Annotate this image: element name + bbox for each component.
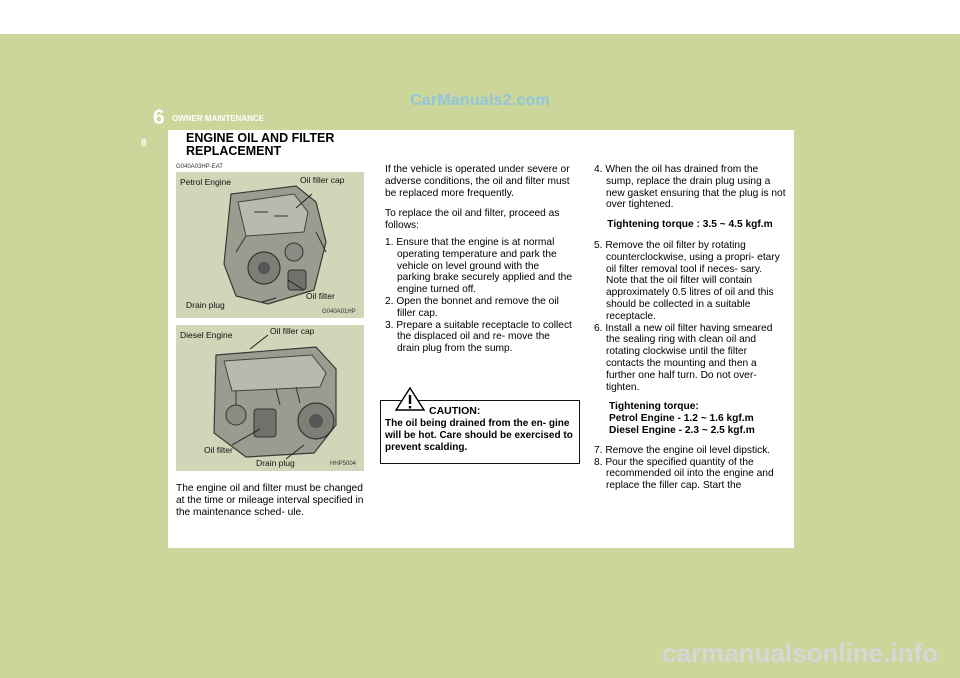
- watermark-bottom[interactable]: carmanualsonline.info: [662, 638, 938, 668]
- col3-step4: 4. When the oil has drained from the sump, replace the drain plug using a new gasket ensuring that the plug is not over tightened.: [594, 164, 786, 211]
- col2-step3: 3. Prepare a suitable receptacle to collect the displaced oil and re- move the drain plug from the sump.: [385, 319, 572, 355]
- diesel-figure-code: HHP5004: [330, 461, 357, 467]
- col2-step1: 1. Ensure that the engine is at normal operating temperature and park the vehicle on level ground with the parking brake securely applied and the engine turned off.: [385, 236, 572, 296]
- col3-torque2-title: Tightening torque:: [609, 401, 699, 413]
- section-title-line2: REPLACEMENT: [186, 144, 282, 158]
- col3-torque2-diesel: Diesel Engine - 2.3 ~ 2.5 kgf.m: [609, 424, 755, 436]
- chapter-number: 6: [153, 106, 165, 129]
- caution-text: The oil being drained from the en- gine will be hot. Care should be exercised to prevent scalding.: [385, 418, 573, 453]
- col2-lead: To replace the oil and filter, proceed as follows:: [385, 208, 560, 232]
- col2-step2: 2. Open the bonnet and remove the oil filler cap.: [385, 295, 559, 319]
- section-code: G040A03HP-EAT: [176, 164, 223, 170]
- section-title: [186, 132, 334, 158]
- diesel-engine-heading: Diesel Engine: [180, 330, 233, 340]
- column3-text: [594, 164, 786, 492]
- section-title-line1: ENGINE OIL AND FILTER: [186, 131, 335, 145]
- col3-step7: 7. Remove the engine oil level dipstick.: [594, 444, 771, 456]
- col2-intro: If the vehicle is operated under severe or adverse conditions, the oil and filter must be replaced more frequently.: [385, 164, 570, 199]
- column1-paragraph: The engine oil and filter must be changed at the time or mileage interval specified in the maintenance sched- ule.: [176, 483, 364, 518]
- petrol-drain-plug-label: Drain plug: [186, 300, 225, 310]
- col3-torque2-petrol: Petrol Engine - 1.2 ~ 1.6 kgf.m: [609, 413, 754, 425]
- petrol-oil-filter-label: Oil filter: [306, 291, 335, 301]
- caution-title: CAUTION:: [429, 405, 481, 417]
- col3-step5: 5. Remove the oil filter by rotating counterclockwise, using a propri- etary oil filter removal tool if neces- sary. Note that the oil filter will contain approximately 0.5 litres of oil and this should be collected in a suitable receptacle.: [594, 239, 780, 322]
- diesel-oil-filter-label: Oil filter: [204, 445, 233, 455]
- chapter-title: OWNER MAINTENANCE: [172, 114, 264, 123]
- watermark-top[interactable]: CarManuals2.com: [410, 92, 550, 109]
- col3-torque2: [594, 401, 786, 436]
- warning-icon: [395, 387, 425, 411]
- column2-text: [385, 164, 575, 355]
- caution-box: [380, 400, 580, 464]
- petrol-oil-filler-cap-label: Oil filler cap: [300, 175, 345, 185]
- top-margin: [0, 0, 960, 34]
- petrol-engine-heading: Petrol Engine: [180, 177, 232, 187]
- column1-text: [176, 483, 364, 518]
- col3-torque1: Tightening torque : 3.5 ~ 4.5 kgf.m: [607, 219, 773, 231]
- figure-diesel-engine: [176, 325, 364, 471]
- col3-step8: 8. Pour the specified quantity of the recommended oil into the engine and replace the filler cap. Start the: [594, 456, 774, 492]
- page-number: 8: [141, 138, 147, 149]
- petrol-engine-illustration: [176, 172, 364, 318]
- diesel-oil-filler-cap-label: Oil filler cap: [270, 326, 315, 336]
- col3-step6: 6. Install a new oil filter having smeared the sealing ring with clean oil and rotating clockwise until the filter contacts the mounting and then a further one half turn. Do not over-tighten.: [594, 322, 773, 393]
- diesel-drain-plug-label: Drain plug: [256, 458, 295, 468]
- petrol-figure-code: G040A01HP: [322, 309, 356, 315]
- figure-petrol-engine: [176, 172, 364, 318]
